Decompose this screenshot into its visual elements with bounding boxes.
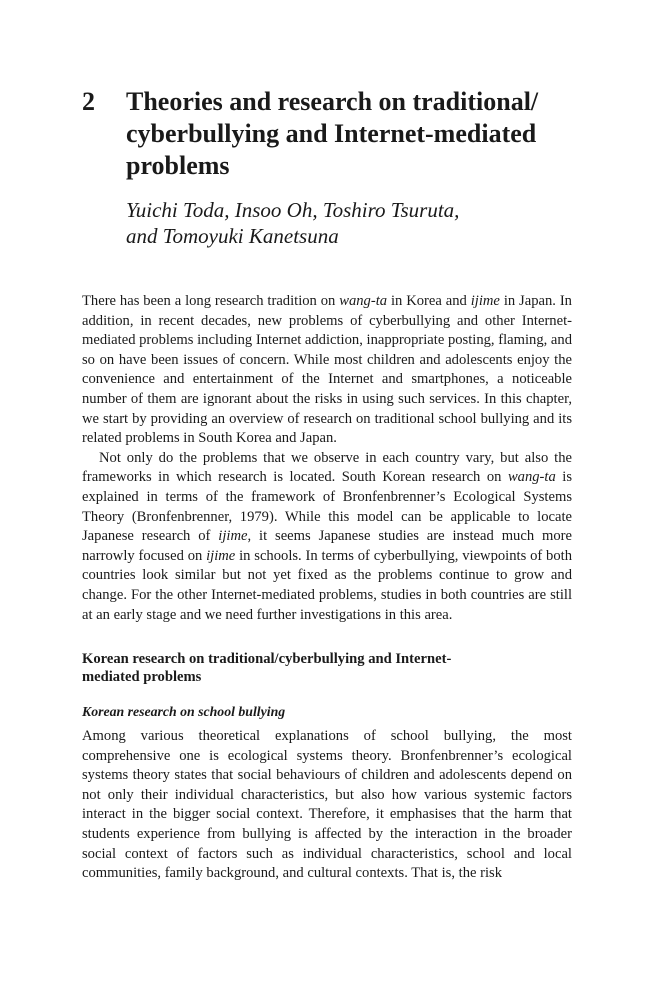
p1-text-2: in Korea and <box>387 293 471 309</box>
intro-text <box>82 292 572 625</box>
paragraph-2 <box>82 449 572 625</box>
paragraph-1 <box>82 292 572 449</box>
chapter-heading <box>82 86 602 182</box>
p1-text-3: in Japan. In addition, in recent decades, new problems of cyberbullying and other Internet-mediated problems including Internet addiction, inappropriate posting, flaming, and so on have been issues of concern. While most children and adolescents enjoy the convenience and entertainment of the Internet and smartphones, a noticeable number of them are ignorant about the risks in using such services. In this chapter, we start by providing an overview of research on traditional school bullying and its related problems in South Korea and Japan. <box>82 293 572 447</box>
chapter-title: Theories and research on traditional/ cyberbullying and Internet-mediated problems <box>126 87 539 180</box>
section-heading: Korean research on traditional/cyberbullying and Internet-mediated problems <box>82 651 452 685</box>
chapter-authors <box>126 197 546 249</box>
p2-text-1: Not only do the problems that we observe in each country vary, but also the frameworks in which research is located. South Korean research on <box>82 449 572 486</box>
section-text <box>82 727 572 884</box>
p1-term-ijime: ijime <box>470 293 500 309</box>
chapter-number: 2 <box>82 87 95 116</box>
p2-text-2: is explained in terms of the framework of Bronfenbrenner’s Ecological Systems Theory (Bronfenbrenner, 1979). While this model can be applicable to locate Japanese research of <box>82 469 573 545</box>
authors-line-2: and Tomoyuki Kanetsuna <box>126 224 339 248</box>
authors-line-1: Yuichi Toda, Insoo Oh, Toshiro Tsuruta, <box>126 198 460 222</box>
p2-term-wang-ta: wang-ta <box>507 469 556 486</box>
p2-text-3: , it seems Japanese studies are instead much more narrowly focused on <box>82 528 572 564</box>
subsection-heading: Korean research on school bullying <box>82 704 286 719</box>
p2-term-ijime-2: ijime <box>206 547 236 564</box>
paragraph-3: Among various theoretical explanations of school bullying, the most comprehensive one is ecological systems theory. Bronfenbrenner’s ecological systems theory states that social behaviours of children and adolescents depend on not only their individual characteristics, but also how various systemic factors interact in the bigger social context. Therefore, it emphasises that the harm that students experience from bullying is affected by the interaction in the broader social context of factors such as individual characteristics, school and local communities, family background, and cultural contexts. That is, the risk <box>82 728 572 882</box>
p1-text-1: There has been a long research tradition on <box>82 293 340 309</box>
p2-text-4: in schools. In terms of cyberbullying, viewpoints of both countries look similar but not yet fixed as the problems continue to grow and change. For the other Internet-mediated problems, studies in both countries are still at an early stage and we need further investigations in this area. <box>82 547 572 623</box>
p1-term-wang-ta: wang-ta <box>339 293 388 309</box>
p2-term-ijime-1: ijime <box>218 528 248 545</box>
